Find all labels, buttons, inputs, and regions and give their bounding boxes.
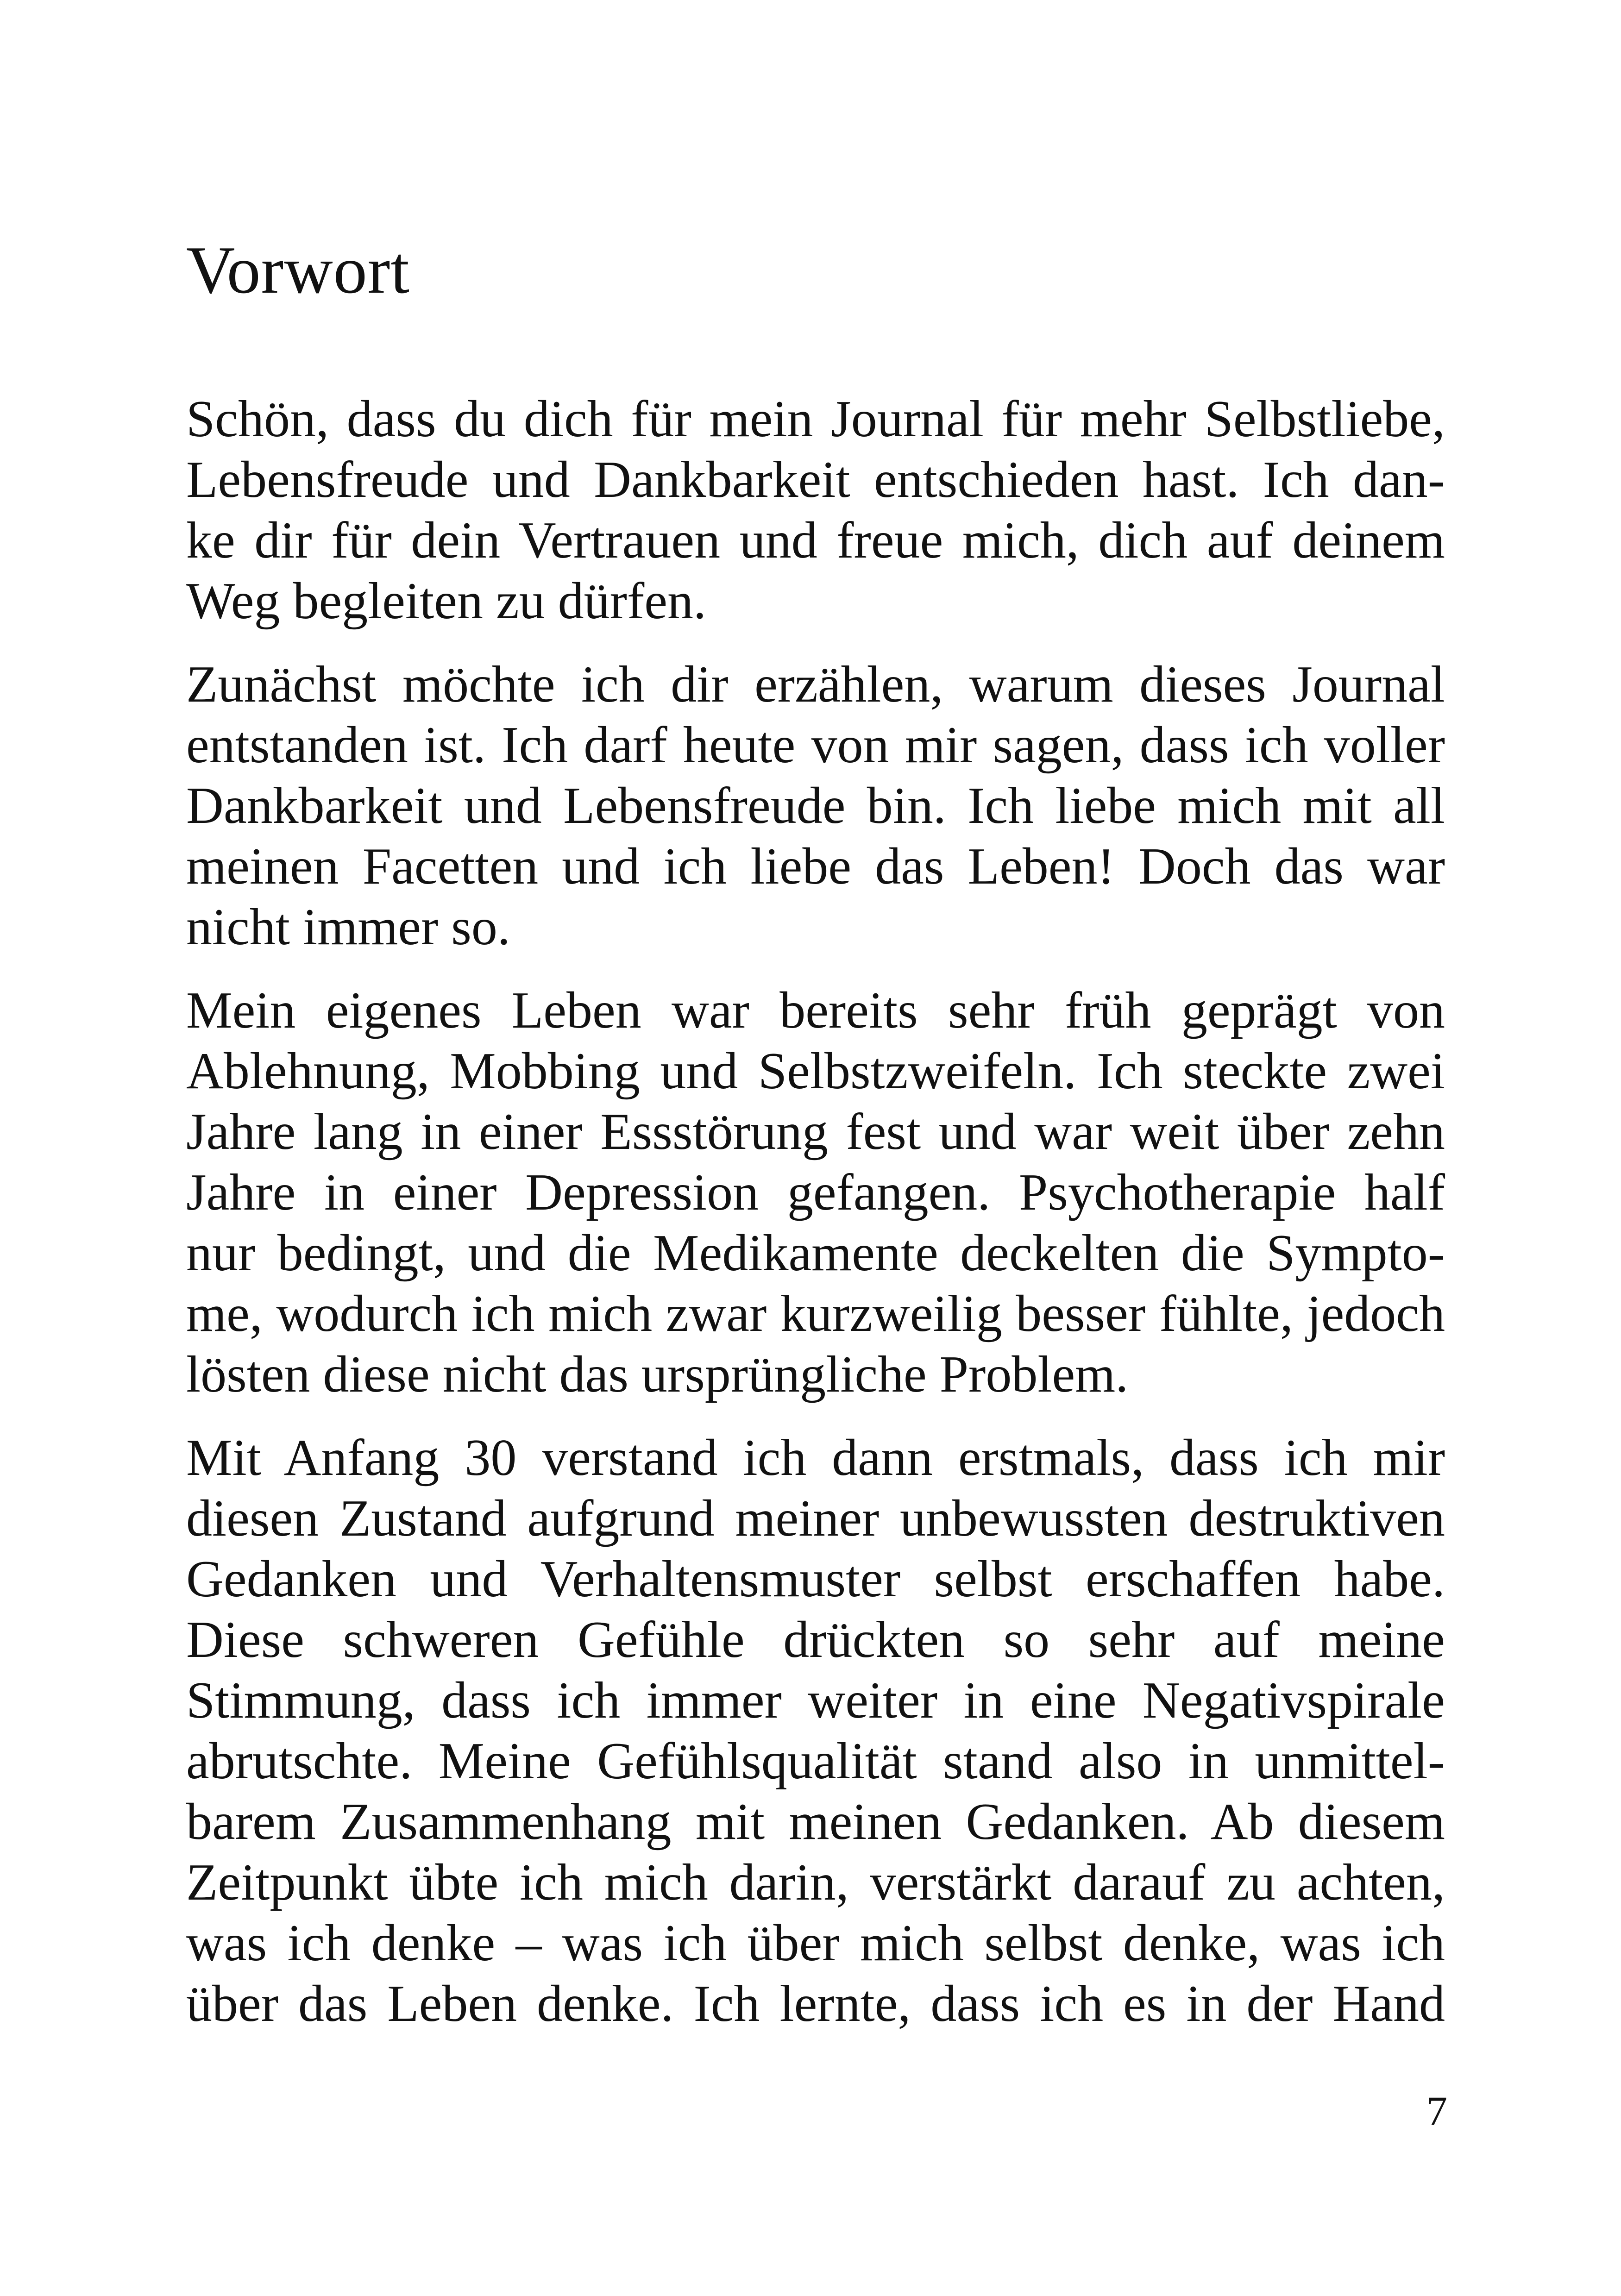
text-line: Stimmung, dass ich immer weiter in eine Negativspirale — [186, 1672, 1445, 1729]
text-line: Ablehnung, Mobbing und Selbstzweifeln. Ich steckte zwei — [186, 1042, 1445, 1100]
text-line: barem Zusammenhang mit meinen Gedanken. Ab diesem — [186, 1793, 1445, 1851]
text-line: entstanden ist. Ich darf heute von mir sagen, dass ich voller — [186, 716, 1445, 774]
text-line: Schön, dass du dich für mein Journal für mehr Selbstliebe, — [186, 390, 1445, 448]
text-line: Mit Anfang 30 verstand ich dann erstmals, dass ich mir — [186, 1429, 1445, 1487]
text-line: lösten diese nicht das ursprüngliche Problem. — [186, 1346, 1129, 1403]
text-line: über das Leben denke. Ich lernte, dass ich es in der Hand — [186, 1975, 1445, 2033]
text-line: diesen Zustand aufgrund meiner unbewussten destruktiven — [186, 1490, 1445, 1547]
page-number: 7 — [1426, 2089, 1447, 2134]
paragraph — [186, 389, 1445, 632]
text-line: Jahre in einer Depression gefangen. Psychotherapie half — [186, 1164, 1445, 1221]
body-text — [186, 389, 1445, 2057]
text-line: me, wodurch ich mich zwar kurzweilig besser fühlte, jedoch — [186, 1285, 1445, 1342]
text-line: Dankbarkeit und Lebensfreude bin. Ich liebe mich mit all — [186, 777, 1445, 834]
text-line: Mein eigenes Leben war bereits sehr früh geprägt von — [186, 982, 1445, 1039]
text-line: nicht immer so. — [186, 898, 510, 956]
text-line: abrutschte. Meine Gefühlsqualität stand also in unmittel- — [186, 1732, 1445, 1790]
page-title: Vorwort — [186, 232, 410, 307]
text-line: Diese schweren Gefühle drückten so sehr auf meine — [186, 1611, 1445, 1669]
text-line: Zeitpunkt übte ich mich darin, verstärkt darauf zu achten, — [186, 1854, 1445, 1911]
paragraph — [186, 1428, 1445, 2034]
text-line: Zunächst möchte ich dir erzählen, warum dieses Journal — [186, 656, 1445, 713]
paragraph — [186, 980, 1445, 1405]
paragraph — [186, 654, 1445, 958]
text-line: Weg begleiten zu dürfen. — [186, 572, 706, 630]
text-line: nur bedingt, und die Medikamente deckelten die Sympto- — [186, 1224, 1445, 1282]
text-line: meinen Facetten und ich liebe das Leben! Doch das war — [186, 838, 1445, 895]
text-line: Jahre lang in einer Essstörung fest und war weit über zehn — [186, 1103, 1445, 1161]
text-line: Gedanken und Verhaltensmuster selbst erschaffen habe. — [186, 1550, 1445, 1608]
text-line: ke dir für dein Vertrauen und freue mich, dich auf deinem — [186, 512, 1445, 569]
text-line: was ich denke – was ich über mich selbst denke, was ich — [186, 1914, 1445, 1972]
text-line: Lebensfreude und Dankbarkeit entschieden hast. Ich dan- — [186, 451, 1445, 508]
